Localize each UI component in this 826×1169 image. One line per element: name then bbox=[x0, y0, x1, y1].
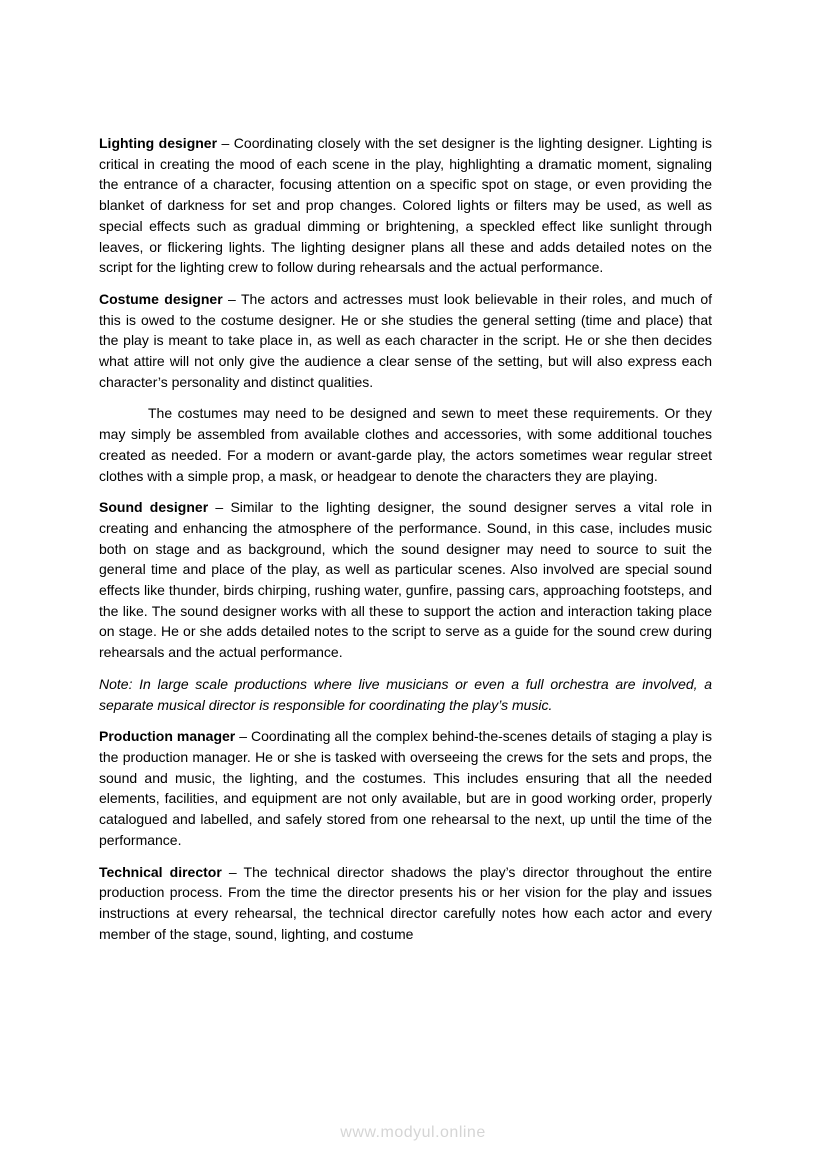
paragraph-heading: Technical director bbox=[99, 863, 222, 880]
paragraph-heading: Costume designer bbox=[99, 290, 223, 307]
paragraph-lighting-designer: Lighting designer – Coordinating closely with the set designer is the lighting designer. Lighting is critical in creating the mood of each scene in the play, highlighting a dramatic moment, signaling the entrance of a character, focusing attention on a specific spot on stage, or even providing the blanket of darkness for set and prop changes. Colored lights or filters may be used, as well as special effects such as gradual dimming or brightening, a speckled effect like sunlight through leaves, or flickering lights. The lighting designer plans all these and adds detailed notes on the script for the lighting crew to follow during rehearsals and the actual performance. bbox=[99, 135, 712, 276]
paragraph-heading: Lighting designer bbox=[99, 135, 218, 151]
paragraph-production-manager: Production manager – Coordinating all the complex behind-the-scenes details of staging a play is the production manager. He or she is tasked with overseeing the crews for the sets and props, the sound and music, the lighting, and the costumes. This includes ensuring that all the needed elements, facilities, and equipment are not only available, but are in good working order, properly catalogued and labelled, and safely stored from one rehearsal to the next, up until the time of the performance. bbox=[99, 728, 712, 848]
paragraph-heading: Production manager bbox=[99, 728, 236, 745]
paragraph-costumes-continuation: The costumes may need to be designed and sewn to meet these requirements. Or they may simply be assembled from available clothes and accessories, with some additional touches created as needed. For a modern or avant-garde play, the actors sometimes wear regular street clothes with a simple prop, a mask, or headgear to denote the characters they are playing. bbox=[99, 405, 712, 484]
paragraph-musical-director-note: Note: In large scale productions where live musicians or even a full orchestra are involved, a separate musical director is responsible for coordinating the play’s music. bbox=[99, 675, 712, 713]
paragraph-technical-director: Technical director – The technical director shadows the play’s director throughout the entire production process. From the time the director presents his or her vision for the play and issues instructions at every rehearsal, the technical director carefully notes how each actor and every member of the stage, sound, lighting, and costume bbox=[99, 863, 712, 942]
document-body bbox=[99, 133, 712, 955]
paragraph-sound-designer: Sound designer – Similar to the lighting designer, the sound designer serves a vital role in creating and enhancing the atmosphere of the performance. Sound, in this case, includes music both on stage and as background, which the sound designer may need to source to suit the general time and place of the play, as well as particular scenes. Also involved are special sound effects like thunder, birds chirping, rushing water, gunfire, passing cars, approaching footsteps, and the like. The sound designer works with all these to support the action and interaction taking place on stage. He or she adds detailed notes to the script to serve as a guide for the sound crew during rehearsals and the actual performance. bbox=[99, 499, 712, 661]
watermark-text: www.modyul.online bbox=[340, 1124, 486, 1141]
paragraph-heading: Sound designer bbox=[99, 499, 209, 516]
paragraph-costume-designer: Costume designer – The actors and actresses must look believable in their roles, and much of this is owed to the costume designer. He or she studies the general setting (time and place) that the play is meant to take place in, as well as each character in the script. He or she then decides what attire will not only give the audience a clear sense of the setting, but will also express each character’s personality and distinct qualities. bbox=[99, 290, 712, 390]
